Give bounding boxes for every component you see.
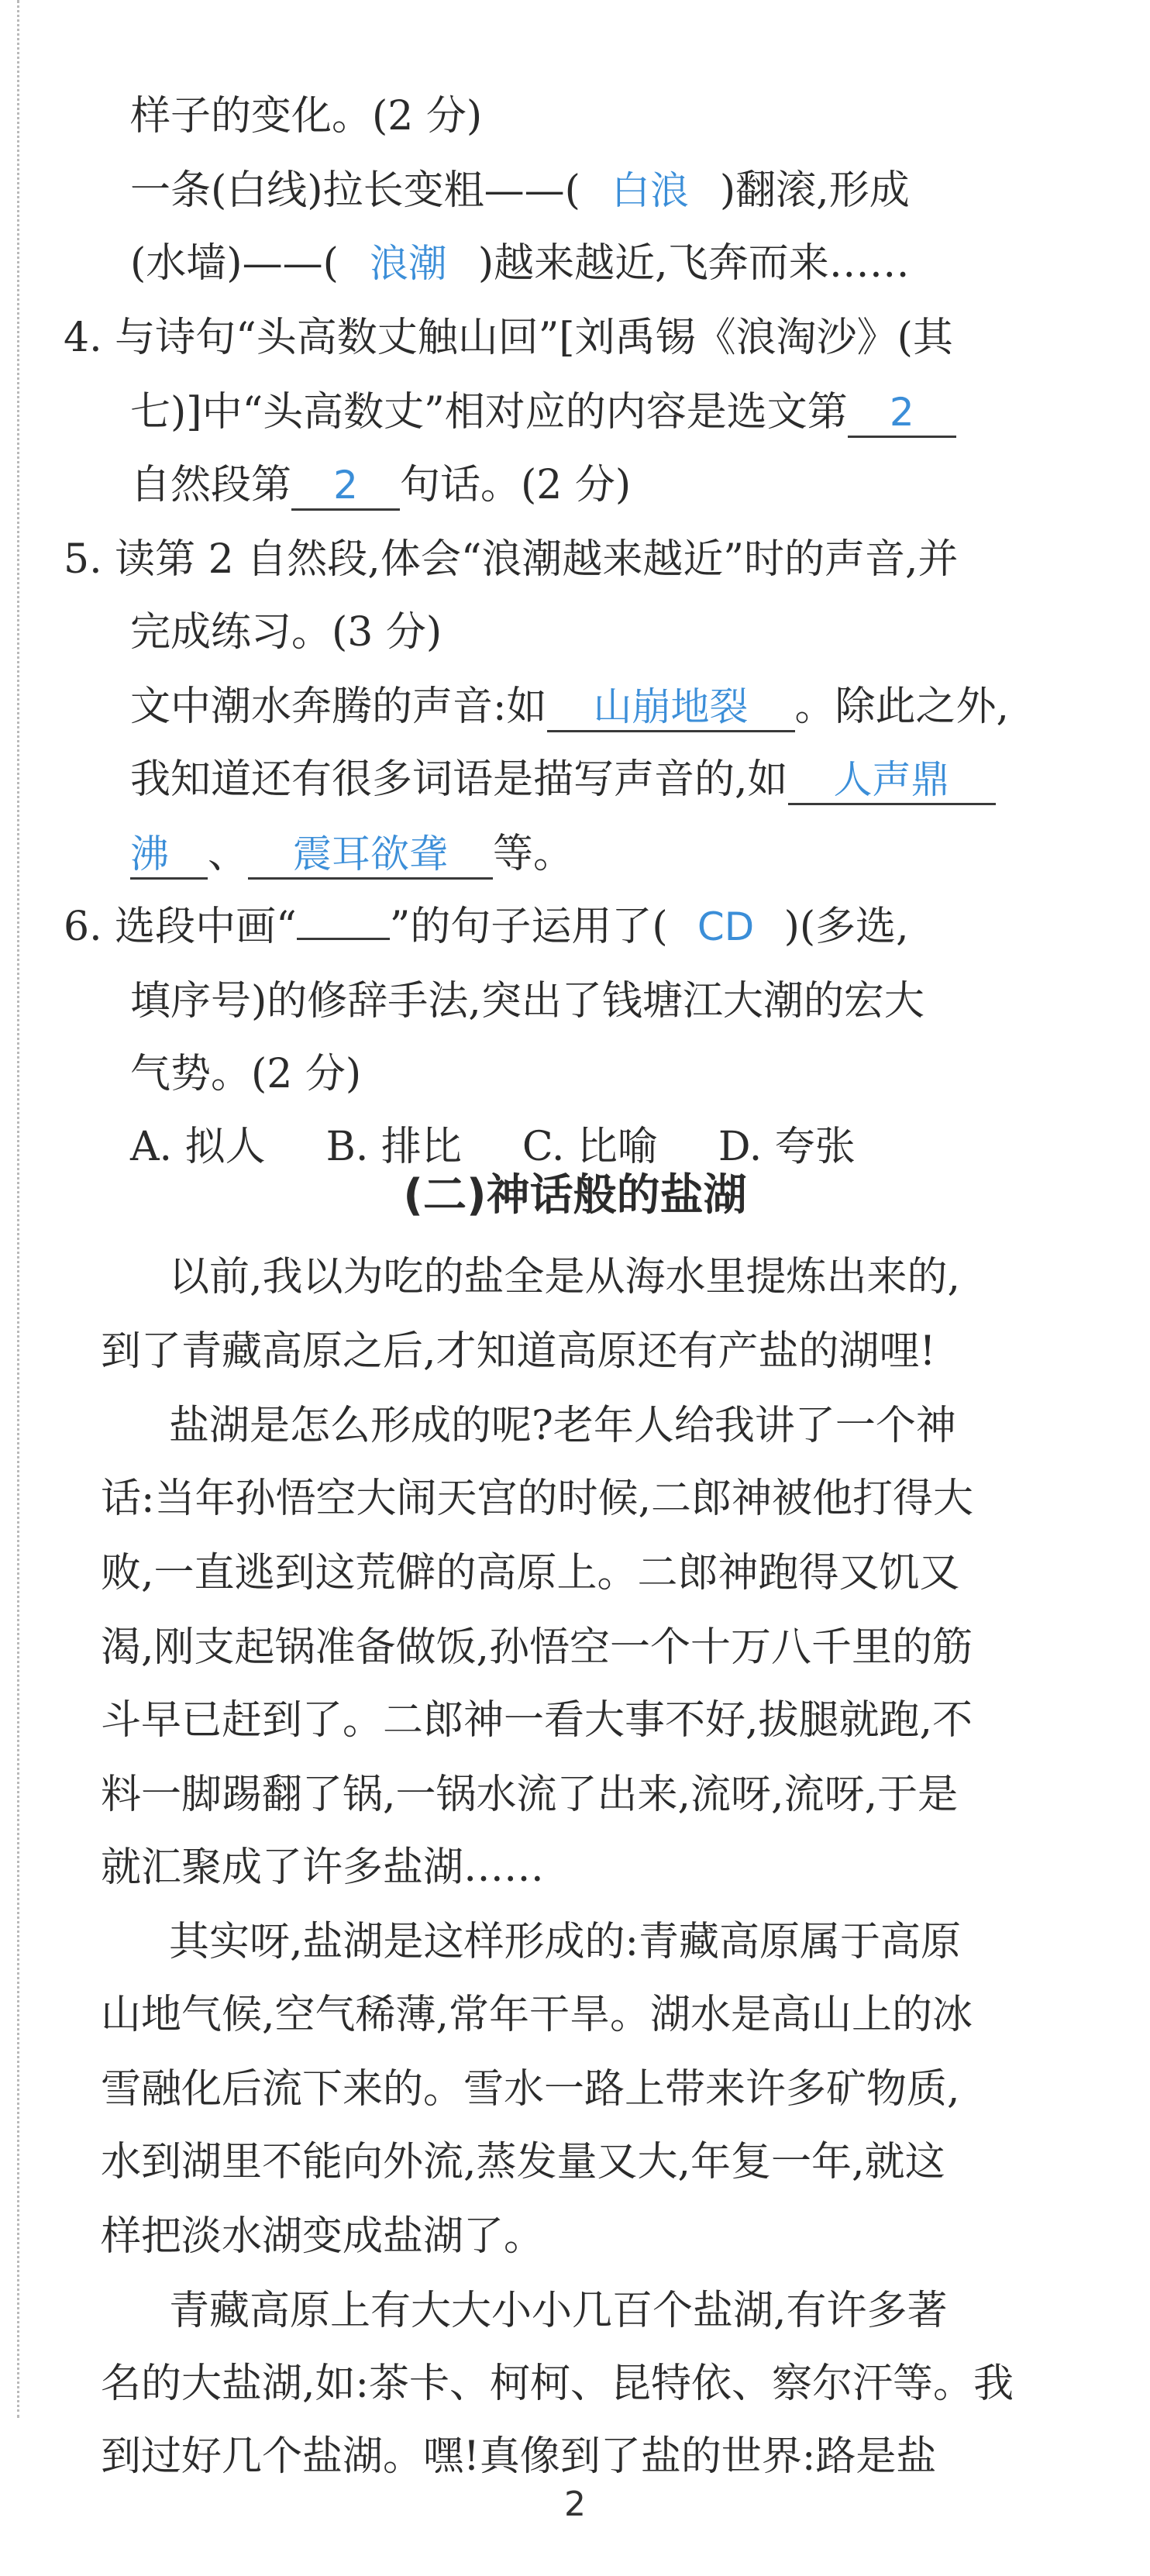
- q4-line-3: 自然段第 2 句话。(2 分): [130, 460, 631, 510]
- passage-line: 雪融化后流下来的。雪水一路上带来许多矿物质,: [101, 2066, 960, 2113]
- passage-line: 料一脚踢翻了锅,一锅水流了出来,流呀,流呀,于是: [101, 1772, 959, 1818]
- q3-line-1: 样子的变化。(2 分): [130, 93, 483, 139]
- passage-line: 盐湖是怎么形成的呢?老年人给我讲了一个神: [169, 1403, 956, 1449]
- q6-line-1: 6. 选段中画“ ”的句子运用了( CD )(多选,: [64, 904, 909, 950]
- passage-line: 名的大盐湖,如:茶卡、柯柯、昆特依、察尔汗等。我: [101, 2361, 1014, 2407]
- q4-answer-paragraph: 2: [848, 389, 956, 438]
- q5-answer-3: 震耳欲聋: [248, 831, 493, 880]
- q6-option-c: C. 比喻: [522, 1124, 658, 1170]
- q4-answer-sentence: 2: [291, 462, 400, 511]
- q5-line-1: 5. 读第 2 自然段,体会“浪潮越来越近”时的声音,并: [64, 536, 959, 583]
- q5-line-4: 我知道还有很多词语是描写声音的,如 人声鼎: [130, 755, 996, 804]
- q6-option-b: B. 排比: [325, 1124, 462, 1170]
- passage-line: 到了青藏高原之后,才知道高原还有产盐的湖哩!: [101, 1328, 936, 1375]
- q3-answer-1: 白浪: [611, 168, 689, 213]
- passage-line: 山地气候,空气稀薄,常年干旱。湖水是高山上的冰: [101, 1992, 973, 2038]
- passage-line: 斗早已赶到了。二郎神一看大事不好,拔腿就跑,不: [101, 1697, 973, 1744]
- q5-line-2: 完成练习。(3 分): [130, 609, 442, 656]
- passage-line: 其实呀,盐湖是这样形成的:青藏高原属于高原: [169, 1919, 962, 1965]
- q5-answer-2-part1: 人声鼎: [788, 756, 996, 805]
- q6-option-d: D. 夸张: [718, 1124, 856, 1170]
- passage-line: 样把淡水湖变成盐湖了。: [101, 2213, 545, 2260]
- q6-line-2: 填序号)的修辞手法,突出了钱塘江大潮的宏大: [130, 978, 924, 1025]
- passage-line: 水到湖里不能向外流,蒸发量又大,年复一年,就这: [101, 2139, 945, 2185]
- q5-answer-1: 山崩地裂: [547, 684, 795, 732]
- q6-underline-sample: [297, 907, 390, 940]
- q5-line-3: 文中潮水奔腾的声音:如 山崩地裂 。除此之外,: [130, 682, 1009, 732]
- q4-line-2: 七)]中“头高数丈”相对应的内容是选文第 2: [130, 387, 956, 437]
- q4-line-1: 4. 与诗句“头高数丈触山回”[刘禹锡《浪淘沙》(其: [64, 315, 953, 361]
- q6-option-a: A. 拟人: [130, 1124, 266, 1170]
- q6-answer: CD: [697, 904, 755, 949]
- q6-line-3: 气势。(2 分): [130, 1051, 362, 1097]
- q3-answer-2: 浪潮: [369, 241, 447, 286]
- passage-line: 败,一直逃到这荒僻的高原上。二郎神跑得又饥又: [101, 1550, 960, 1596]
- q6-options: [130, 1122, 916, 1172]
- passage-line: 就汇聚成了许多盐湖……: [101, 1844, 545, 1891]
- q5-answer-2-part2: 沸: [130, 831, 208, 880]
- section-title: (二)神话般的盐湖: [403, 1170, 747, 1221]
- passage-line: 到过好几个盐湖。嘿!真像到了盐的世界:路是盐: [101, 2433, 937, 2475]
- q3-line-3: (水墙)——( 浪潮 )越来越近,飞奔而来……: [130, 240, 910, 287]
- q3-line-2: 一条(白线)拉长变粗——( 白浪 )翻滚,形成: [130, 167, 910, 214]
- page-number: 2: [564, 2485, 586, 2524]
- passage-line: 渴,刚支起锅准备做饭,孙悟空一个十万八千里的筋: [101, 1624, 973, 1671]
- passage-line: 话:当年孙悟空大闹天宫的时候,二郎神被他打得大: [101, 1476, 974, 1522]
- passage-line: 以前,我以为吃的盐全是从海水里提炼出来的,: [169, 1254, 961, 1300]
- q5-line-5: 沸 、 震耳欲聋 等。: [130, 829, 573, 879]
- passage-line: 青藏高原上有大大小小几百个盐湖,有许多著: [169, 2288, 948, 2334]
